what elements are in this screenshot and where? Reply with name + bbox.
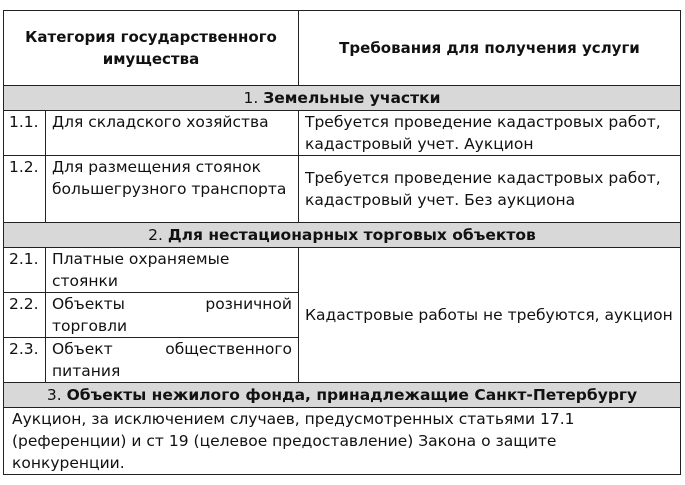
header-requirements: Требования для получения услуги <box>299 11 681 86</box>
row-requirement: Требуется проведение кадастровых работ, кадастровый учет. Без аукциона <box>299 156 681 223</box>
row-number: 2.2. <box>4 293 46 338</box>
section-3-title: Объекты нежилого фонда, принадлежащие Санкт-Петербургу <box>66 386 638 404</box>
section-2-requirement: Кадастровые работы не требуются, аукцион <box>299 248 681 383</box>
section-1-title: Земельные участки <box>263 89 441 107</box>
table-row <box>4 408 681 475</box>
section-1-heading <box>4 86 681 111</box>
table-header-row <box>4 11 681 86</box>
row-category: Объекты розничной торговли <box>46 293 299 338</box>
table-row <box>4 156 681 223</box>
row-requirement: Требуется проведение кадастровых работ, кадастровый учет. Аукцион <box>299 111 681 156</box>
table-row <box>4 248 681 293</box>
row-number: 1.1. <box>4 111 46 156</box>
section-2-title: Для нестационарных торговых объектов <box>167 226 536 244</box>
section-row <box>4 86 681 111</box>
header-category: Категория государственного имущества <box>4 11 299 86</box>
section-2-number: 2. <box>148 226 163 244</box>
section-2-heading <box>4 223 681 248</box>
section-row <box>4 223 681 248</box>
row-category: Для размещения стоянок большегрузного транспорта <box>46 156 299 223</box>
section-1-number: 1. <box>243 89 259 107</box>
section-3-text: Аукцион, за исключением случаев, предусмотренных статьями 17.1 (референции) и ст 19 (целевое предоставление) Закона о защите конкуренции. <box>4 408 681 475</box>
row-number: 2.3. <box>4 338 46 383</box>
row-category: Платные охраняемые стоянки <box>46 248 299 293</box>
section-row <box>4 383 681 408</box>
row-category: Для складского хозяйства <box>46 111 299 156</box>
row-number: 1.2. <box>4 156 46 223</box>
section-3-number: 3. <box>46 386 62 404</box>
section-3-heading <box>4 383 681 408</box>
row-category: Объект общественного питания <box>46 338 299 383</box>
row-number: 2.1. <box>4 248 46 293</box>
table-row <box>4 111 681 156</box>
property-requirements-table <box>3 10 681 475</box>
